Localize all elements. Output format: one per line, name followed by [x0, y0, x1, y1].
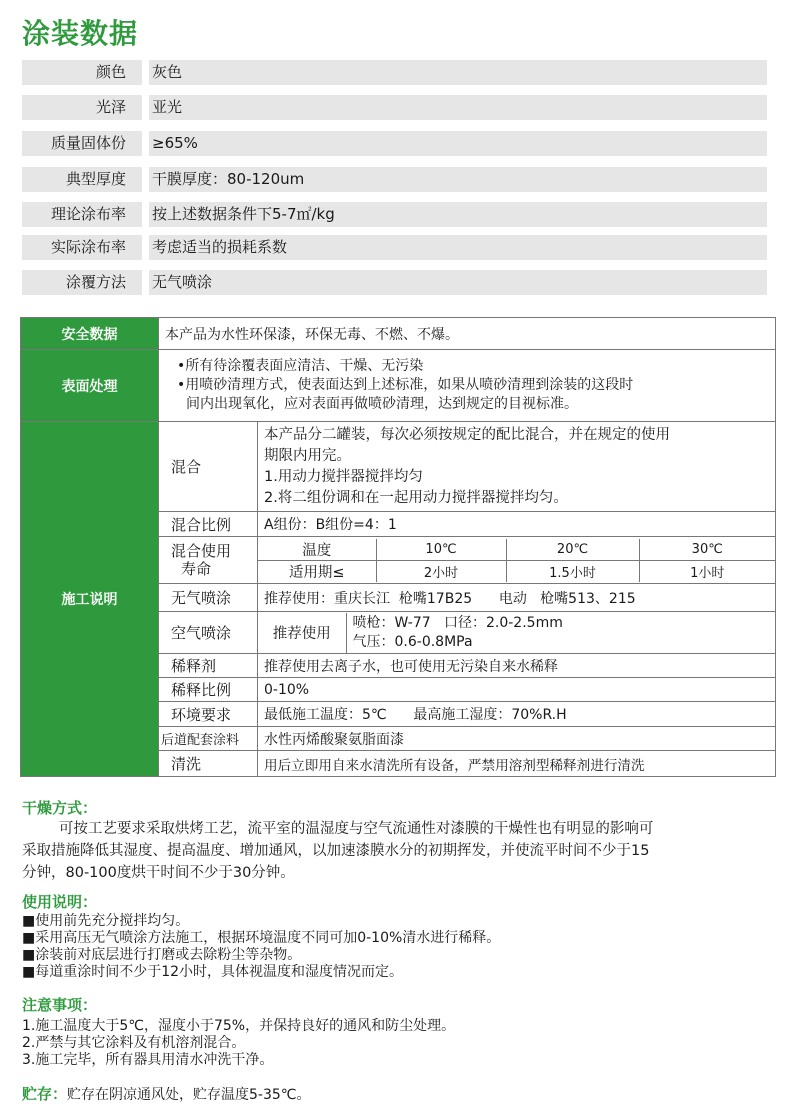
storage-line: [22, 1083, 311, 1104]
coating-label: 涂覆方法: [65, 273, 126, 291]
pot-life-label: [159, 537, 258, 584]
mixing-row: [21, 422, 776, 512]
air-spray-line: 气压：0.6-0.8MPa: [352, 633, 473, 650]
coating-value: 灰色: [152, 63, 183, 81]
notes-item: 1.施工温度大于5℃，湿度小于75%，并保持良好的通风和防尘处理。: [22, 1018, 456, 1034]
pot-life-label-line: 混合使用: [171, 542, 232, 560]
pot-life-cell: 1.5小时: [506, 560, 639, 582]
thinner-label: 稀释剂: [159, 654, 258, 678]
mixing-line: 2.将二组份调和在一起用动力搅拌器搅拌均匀。: [264, 489, 568, 506]
coating-label: 理论涂布率: [50, 205, 126, 223]
surface-row: [21, 350, 776, 422]
surface-line: •所有待涂覆表面应清洁、干燥、无污染: [177, 358, 424, 374]
pot-life-header-cell: 温度: [302, 542, 332, 559]
usage-heading: 使用说明：: [22, 893, 98, 911]
coating-row-theoretical: [22, 202, 767, 227]
coating-value: 考虑适当的损耗系数: [152, 238, 288, 256]
drying-line: 分钟，80-100度烘干时间不少于30分钟。: [22, 865, 295, 881]
usage-item: ■采用高压无气喷涂方法施工，根据环境温度不同可加0-10%清水进行稀释。: [22, 930, 501, 946]
coating-value: 无气喷涂: [152, 273, 213, 291]
surface-label: 表面处理: [21, 350, 159, 422]
spec-table: [20, 317, 776, 777]
coating-label: 颜色: [95, 63, 126, 81]
thinner-ratio-value: 0-10%: [258, 678, 776, 702]
pot-life-header-cell: 30℃: [639, 539, 775, 561]
page-title: 涂装数据: [22, 17, 139, 50]
surface-line: •用喷砂清理方式，使表面达到上述标准，如果从喷砂清理到涂装的这段时: [177, 377, 634, 393]
coating-value: ≥65%: [152, 134, 198, 152]
pot-life-label-line: 寿命: [181, 560, 212, 578]
air-spray-label: 空气喷涂: [159, 612, 258, 654]
mixing-line: 本产品分二罐装，每次必须按规定的配比混合，并在规定的使用: [264, 426, 670, 443]
pot-life-table: [258, 539, 775, 582]
usage-item: ■使用前先充分搅拌均匀。: [22, 913, 190, 929]
usage-item: ■涂装前对底层进行打磨或去除粉尘等杂物。: [22, 947, 302, 963]
pot-life-header-cell: 10℃: [376, 539, 506, 561]
pot-life-cell: 1小时: [639, 560, 775, 582]
drying-line: 采取措施降低其湿度、提高温度、增加通风，以加速漆膜水分的初期挥发，并使流平时间不少于15: [22, 843, 650, 859]
environment-label: 环境要求: [159, 702, 258, 727]
pot-life-cell: 2小时: [376, 560, 506, 582]
thinner-ratio-label: 稀释比例: [159, 678, 258, 702]
topcoat-value: 水性丙烯酸聚氨脂面漆: [258, 727, 776, 751]
storage-heading: 贮存：: [22, 1085, 68, 1103]
coating-label: 典型厚度: [65, 170, 126, 188]
coating-label: 实际涂布率: [50, 238, 126, 256]
safety-text: 本产品为水性环保漆，环保无毒、不燃、不爆。: [159, 318, 776, 350]
pot-life-cell: 适用期≤: [258, 560, 376, 582]
drying-line: 可按工艺要求采取烘烤工艺，流平室的温湿度与空气流通性对漆膜的干燥性也有明显的影响可: [22, 821, 654, 837]
thinner-value: 推荐使用去离子水，也可使用无污染自来水稀释: [258, 654, 776, 678]
coating-row-thickness: [22, 167, 767, 192]
mix-ratio-value: A组份：B组份=4：1: [258, 512, 776, 537]
cleaning-label: 清洗: [159, 751, 258, 777]
mixing-line: 1.用动力搅拌器搅拌均匀: [264, 468, 423, 485]
storage-text: 贮存在阴凉通风处，贮存温度5-35℃。: [67, 1087, 311, 1103]
drying-heading: 干燥方式：: [22, 799, 98, 817]
surface-line: 间内出现氧化，应对表面再做喷砂清理，达到规定的目视标准。: [186, 396, 578, 412]
notes-item: 3.施工完毕，所有器具用清水冲洗干净。: [22, 1052, 274, 1068]
coating-value: 亚光: [152, 98, 183, 116]
notes-heading: 注意事项：: [22, 996, 98, 1014]
coating-row-gloss: [22, 95, 767, 120]
notes-item: 2.严禁与其它涂料及有机溶剂混合。: [22, 1035, 246, 1051]
drying-text: [22, 818, 772, 884]
environment-value: 最低施工温度：5℃ 最高施工湿度：70%R.H: [258, 702, 776, 727]
construction-label: 施工说明: [21, 422, 159, 777]
coating-label: 光泽: [95, 98, 126, 116]
air-spray-line: 喷枪：W-77 口径：2.0-2.5mm: [352, 614, 563, 631]
coating-label: 质量固体份: [50, 134, 126, 152]
air-spray-recommend: 推荐使用: [272, 626, 331, 642]
coating-row-color: [22, 60, 767, 85]
coating-value: 按上述数据条件下5-7㎡/kg: [152, 205, 335, 223]
cleaning-value: 用后立即用自来水清洗所有设备，严禁用溶剂型稀释剂进行清洗: [258, 751, 776, 777]
topcoat-label: 后道配套涂料: [159, 727, 258, 751]
usage-item: ■每道重涂时间不少于12小时，具体视温度和湿度情况而定。: [22, 964, 404, 980]
coating-row-solids: [22, 131, 767, 156]
airless-value: 推荐使用：重庆长江 枪嘴17B25 电动 枪嘴513、215: [258, 584, 776, 612]
coating-row-method: [22, 270, 767, 295]
mixing-label: 混合: [159, 422, 258, 512]
mixing-line: 期限内用完。: [264, 447, 351, 464]
air-spray-table: [258, 613, 775, 653]
safety-row: [21, 318, 776, 350]
coating-value: 干膜厚度：80-120um: [152, 170, 305, 188]
mix-ratio-label: 混合比例: [159, 512, 258, 537]
pot-life-header-cell: 20℃: [506, 539, 639, 561]
airless-label: 无气喷涂: [159, 584, 258, 612]
coating-row-actual: [22, 235, 767, 260]
safety-label: 安全数据: [21, 318, 159, 350]
